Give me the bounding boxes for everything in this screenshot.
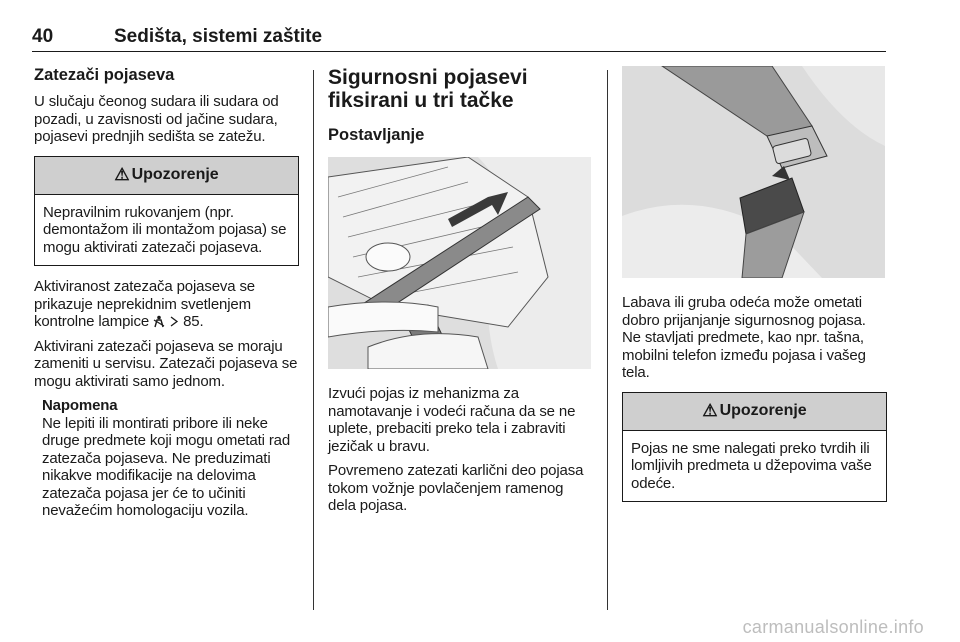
subheading-fastening: Postavljanje (328, 126, 425, 144)
tightening-paragraph: Povremeno zatezati karlični deo pojasa tokom vožnje povlačenjem ramenog dela pojasa. (328, 462, 584, 514)
watermark: carmanualsonline.info (742, 617, 924, 637)
warning-title: Upozorenje (719, 402, 807, 419)
fastening-paragraph: Izvući pojas iz mehanizma za namotavanje i vodeći računa da se ne uplete, prebaciti preko tela i zabraviti jezičak u bravu. (328, 385, 576, 455)
chapter-title: Sedišta, sistemi zaštite (114, 26, 323, 47)
page-reference-arrow-icon (169, 314, 179, 325)
warning-box (622, 392, 887, 503)
warning-title: Upozorenje (131, 166, 219, 183)
warning-header (623, 393, 886, 431)
belt-tensioner-lamp-icon (153, 315, 165, 328)
warning-text: Pojas ne sme nalegati preko tvrdih ili lomljivih predmeta u džepovima vaše odeće. (631, 439, 872, 492)
column-middle (328, 66, 593, 522)
section-heading-three-point-belts: Sigurnosni pojasevi fiksirani u tri tačke (328, 66, 528, 112)
column-left (34, 66, 299, 520)
column-right (622, 66, 887, 502)
clothing-paragraph: Labava ili gruba odeća može ometati dobro prijanjanje sigurnosnog pojasa. Ne stavljati predmete, kao npr. tašna, mobilni telefon između pojasa i vašeg tela. (622, 294, 866, 381)
figure-buckle (622, 66, 885, 278)
section-heading-belt-tensioners: Zatezači pojaseva (34, 66, 175, 84)
indicator-text: Aktiviranost zatezača pojaseva se prikazuje neprekidnim svetlenjem kontrolne lampice (34, 278, 256, 330)
note-block (34, 397, 299, 520)
page-reference: 85. (179, 313, 204, 330)
warning-triangle-icon: ⚠ (702, 401, 718, 420)
note-text: Ne lepiti ili montirati pribore ili neke druge predmete koji mogu ometati rad zatezača pojaseva. Ne preduzimati nikakve modifikacije na delovima zatezača pojasa jer će to učiniti nevažećim homologaciju vozila. (42, 414, 291, 519)
warning-text: Nepravilnim rukovanjem (npr. demontažom ili montažom pojasa) se mogu aktivirati zatezači pojaseva. (43, 203, 287, 256)
column-divider (607, 70, 608, 610)
warning-header (35, 157, 298, 195)
replacement-paragraph: Aktivirani zatezači pojaseva se moraju zameniti u servisu. Zatezači pojaseva se mogu aktivirati samo jednom. (34, 337, 298, 390)
column-divider (313, 70, 314, 610)
warning-triangle-icon: ⚠ (114, 165, 130, 184)
page-header (32, 26, 886, 52)
intro-paragraph: U slučaju čeonog sudara ili sudara od pozadi, u zavisnosti od jačine sudara, pojasevi prednjih sedišta se zatežu. (34, 93, 279, 145)
warning-box (34, 156, 299, 267)
note-title: Napomena (42, 397, 118, 414)
page-number: 40 (32, 26, 54, 47)
indicator-paragraph (34, 278, 299, 331)
figure-fastening-belt (328, 157, 591, 369)
